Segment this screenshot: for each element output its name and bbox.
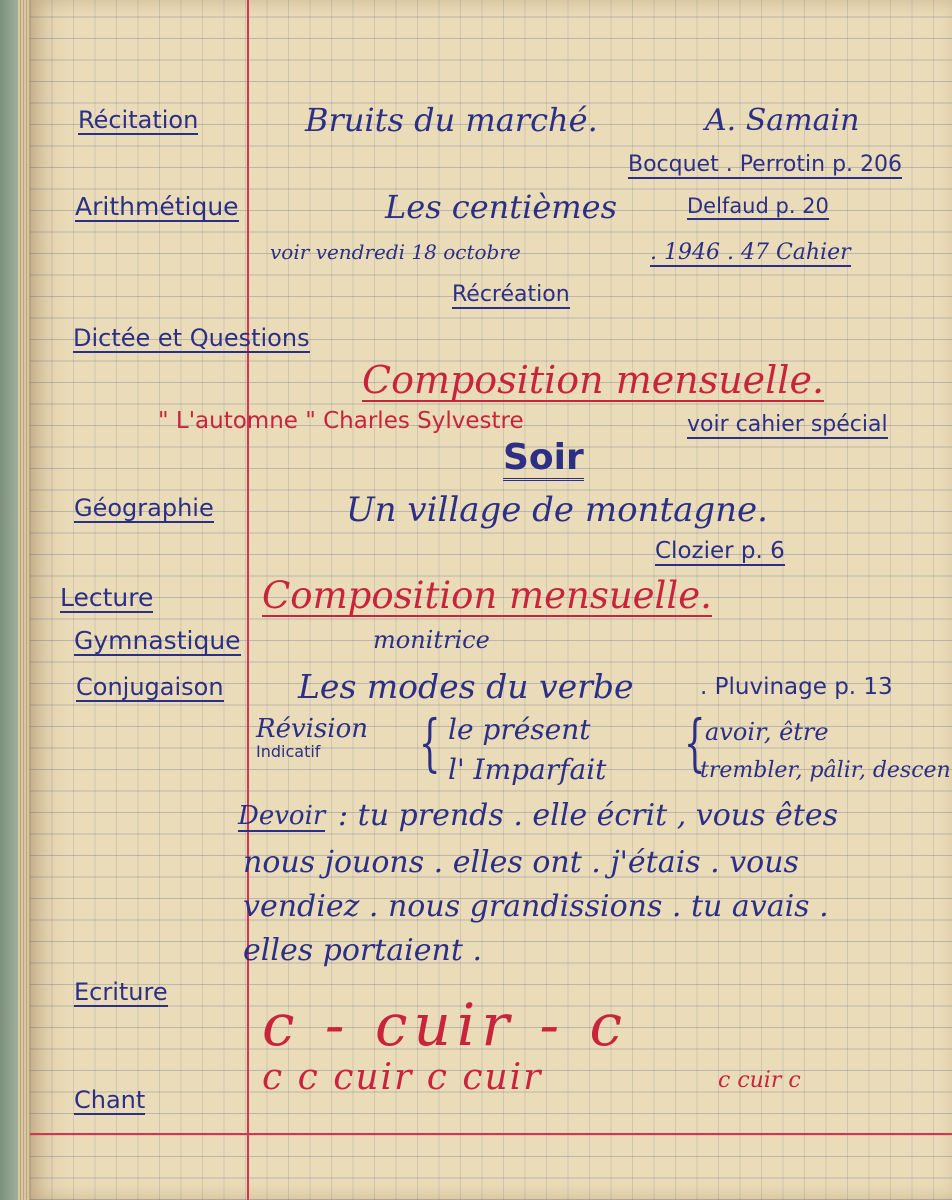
conjugaison-revision: Révision: [256, 714, 369, 744]
subject-chant: Chant: [74, 1086, 146, 1114]
subject-geographie: Géographie: [74, 494, 214, 522]
subject-recitation: Récitation: [78, 106, 199, 134]
recreation-label: Récréation: [452, 282, 570, 307]
devoir-line-4: elles portaient .: [243, 933, 482, 968]
dictee-see: voir cahier spécial: [687, 412, 888, 437]
conjugaison-title: Les modes du verbe: [298, 667, 634, 706]
geographie-reference: Clozier p. 6: [655, 538, 785, 564]
ecriture-line-2: c c cuir c cuir: [262, 1057, 543, 1098]
dictee-title: Composition mensuelle.: [362, 358, 825, 402]
subject-gymnastique: Gymnastique: [74, 626, 241, 655]
devoir-line-3: vendiez . nous grandissions . tu avais .: [243, 889, 829, 924]
soir-heading: Soir: [503, 440, 584, 481]
arithmetique-reference: Delfaud p. 20: [687, 194, 829, 218]
recitation-author: A. Samain: [705, 103, 860, 138]
verbs-line2: trembler, pâlir, descen: [700, 758, 951, 783]
devoir-line-1: : tu prends . elle écrit , vous êtes: [338, 798, 838, 833]
dictee-text: " L'automne " Charles Sylvestre: [158, 408, 524, 434]
margin-line: [247, 0, 249, 1200]
recitation-title: Bruits du marché.: [305, 101, 598, 139]
subject-conjugaison: Conjugaison: [76, 673, 224, 701]
arithmetique-title: Les centièmes: [385, 188, 617, 226]
brace-tenses: {: [418, 706, 441, 779]
subject-dictee: Dictée et Questions: [73, 324, 310, 352]
devoir-label: Devoir: [238, 801, 326, 831]
arithmetique-note-ref: . 1946 . 47 Cahier: [650, 240, 851, 265]
verbs-line1: avoir, être: [705, 718, 829, 746]
subject-ecriture: Ecriture: [74, 978, 168, 1006]
ecriture-line-2-small: c cuir c: [718, 1068, 801, 1093]
tense-present: le présent: [448, 713, 591, 746]
tense-imparfait: l' Imparfait: [448, 753, 607, 786]
arithmetique-note: voir vendredi 18 octobre: [270, 240, 521, 264]
brace-verbs: {: [683, 706, 706, 779]
conjugaison-indicatif: Indicatif: [256, 742, 321, 761]
subject-arithmetique: Arithmétique: [75, 192, 239, 221]
devoir-line-2: nous jouons . elles ont . j'étais . vous: [243, 845, 799, 880]
gymnastique-note: monitrice: [373, 626, 490, 654]
recitation-reference: Bocquet . Perrotin p. 206: [628, 152, 903, 177]
lecture-title: Composition mensuelle.: [262, 574, 712, 617]
geographie-title: Un village de montagne.: [346, 490, 768, 530]
conjugaison-reference: . Pluvinage p. 13: [700, 674, 893, 700]
ecriture-line-1: c - cuir - c: [262, 991, 629, 1059]
bottom-rule: [30, 1133, 952, 1135]
subject-lecture: Lecture: [60, 583, 154, 612]
